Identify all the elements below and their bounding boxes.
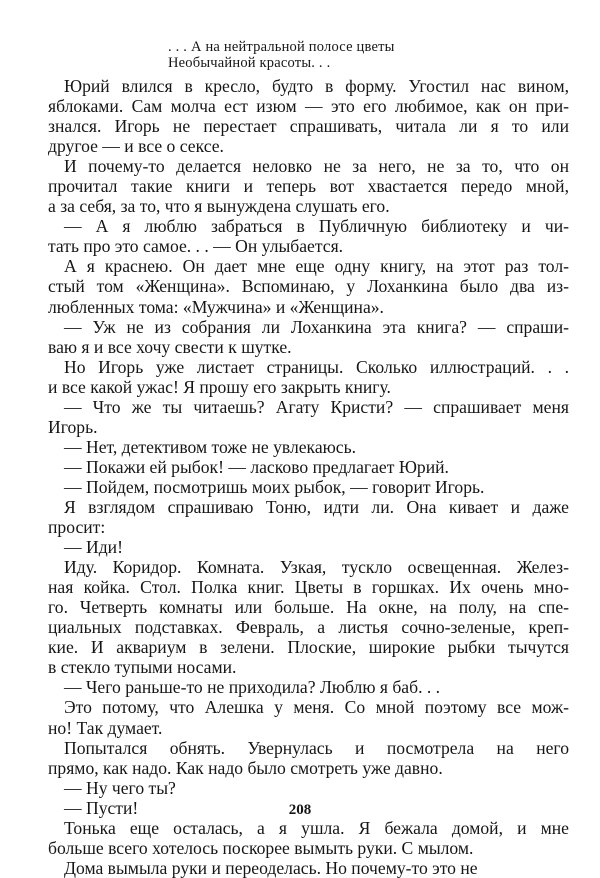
text-line: Юрий влился в кресло, будто в форму. Угостил нас вином, — [64, 76, 569, 96]
text-line: Иду. Коридор. Комната. Узкая, тускло освещенная. Желез- — [64, 557, 569, 578]
text-line: И почему-то делается неловко не за него, не за то, что он — [64, 156, 569, 177]
text-line: но! Так думает. — [48, 717, 163, 738]
text-line: А я краснею. Он дает мне еще одну книгу, на этот раз тол- — [64, 256, 569, 277]
text-line: яблоками. Сам молча ест изюм — это его любимое, как он при- — [48, 96, 569, 117]
text-line: — Пойдем, посмотришь моих рыбок, — говорит Игорь. — [64, 476, 485, 497]
paragraph — [48, 537, 569, 557]
paragraph — [48, 557, 569, 677]
paragraph — [48, 677, 569, 697]
text-line: прямо, как надо. Как надо было смотреть уже давно. — [48, 757, 443, 778]
paragraph — [48, 497, 569, 537]
text-line: — Пусти! — [64, 797, 139, 818]
text-line: просит: — [48, 517, 106, 538]
text-line: Тонька еще осталась, а я ушла. Я бежала домой, и мне — [64, 817, 569, 838]
running-head — [168, 39, 395, 71]
text-line: — Нет, детективом тоже не увлекаюсь. — [64, 436, 357, 457]
text-line: — Чего раньше-то не приходила? Люблю я баб. . . — [64, 677, 441, 698]
paragraph — [48, 858, 569, 878]
text-line: прочитал такие книги и теперь вот хвастается передо мной, — [48, 176, 569, 197]
page-number: 208 — [288, 802, 312, 818]
text-line: — Уж не из собрания ли Лоханкина эта книга? — спраши- — [64, 316, 569, 337]
text-line: кие. И аквариум в зелени. Плоские, широкие рыбки тычутся — [48, 637, 569, 658]
text-line: а за себя, за то, что я вынуждена слушать его. — [48, 196, 390, 217]
paragraph — [48, 357, 569, 397]
text-line: Игорь. — [48, 416, 98, 437]
text-line: — Иди! — [64, 537, 123, 558]
body-text — [48, 76, 569, 878]
text-line: больше всего хотелось поскорее вымыть руки. С мылом. — [48, 837, 474, 858]
text-line: другое — и все о сексе. — [48, 136, 224, 157]
paragraph — [48, 397, 569, 437]
paragraph — [48, 437, 569, 457]
text-line: Попытался обнять. Увернулась и посмотрела на него — [64, 737, 569, 758]
paragraph — [48, 738, 569, 778]
text-line: тать про это самое. . . — Он улыбается. — [48, 236, 344, 257]
text-line: в стекло тупыми носами. — [48, 657, 237, 678]
paragraph — [48, 216, 569, 256]
text-line: Это потому, что Алешка у меня. Со мной поэтому все мож- — [64, 697, 569, 718]
text-line: — Что же ты читаешь? Агату Кристи? — спрашивает меня — [64, 396, 569, 417]
text-line: Дома вымыла руки и переоделась. Но почему-то это не — [64, 857, 478, 878]
paragraph — [48, 156, 569, 216]
text-line: — А я люблю забраться в Публичную библиотеку и чи- — [64, 216, 569, 237]
paragraph — [48, 818, 569, 858]
paragraph — [48, 477, 569, 497]
text-line: Я взглядом спрашиваю Тоню, идти ли. Она кивает и даже — [64, 496, 569, 517]
text-line: ваю я и все хочу свести к шутке. — [48, 336, 292, 357]
paragraph — [48, 778, 569, 798]
paragraph — [48, 256, 569, 316]
text-line: — Покажи ей рыбок! — ласково предлагает Юрий. — [64, 456, 449, 477]
text-line: стый том «Женщина». Вспоминаю, у Лоханкина было два из- — [48, 276, 569, 297]
paragraph — [48, 457, 569, 477]
running-head-line-1: . . . А на нейтральной полосе цветы — [168, 39, 395, 55]
text-line: знался. Игорь не перестает спрашивать, читала ли я то или — [48, 116, 569, 137]
text-line: го. Четверть комнаты или больше. На окне, на полу, на спе- — [48, 597, 569, 618]
running-head-line-2: Необычайной красоты. . . — [168, 55, 331, 71]
text-line: и все какой ужас! Я прошу его закрыть книгу. — [48, 376, 391, 397]
paragraph — [48, 76, 569, 156]
text-line: Но Игорь уже листает страницы. Сколько иллюстраций. . . — [64, 356, 569, 377]
paragraph — [48, 697, 569, 737]
text-line: ная койка. Стол. Полка книг. Цветы в горшках. Их очень мно- — [48, 577, 569, 598]
text-line: — Ну чего ты? — [64, 777, 176, 798]
text-line: любленных тома: «Мужчина» и «Женщина». — [48, 296, 384, 317]
text-line: циальных подставках. Февраль, а листья сочно-зеленые, креп- — [48, 617, 569, 638]
paragraph — [48, 317, 569, 357]
